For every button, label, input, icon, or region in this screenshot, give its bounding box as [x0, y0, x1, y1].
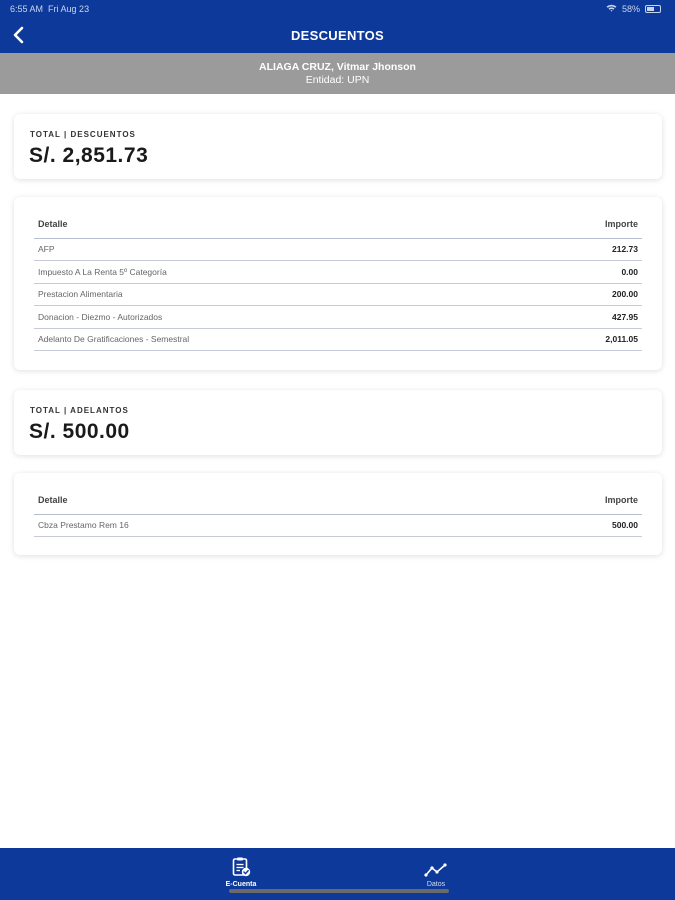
employee-name: ALIAGA CRUZ, Vitmar Jhonson — [259, 60, 416, 73]
chevron-left-icon — [12, 26, 26, 44]
table-row — [34, 328, 642, 351]
home-indicator — [229, 889, 449, 893]
navigation-bar — [0, 18, 675, 53]
row-detail: Adelanto De Gratificaciones - Semestral — [34, 328, 517, 351]
battery-percent: 58% — [621, 4, 640, 14]
row-detail: Cbza Prestamo Rem 16 — [34, 514, 464, 537]
battery-icon — [645, 5, 661, 13]
row-amount: 200.00 — [517, 283, 642, 306]
total-descuentos-label: TOTAL | DESCUENTOS — [30, 130, 136, 139]
row-detail: AFP — [34, 238, 517, 261]
total-adelantos-value: S/. 500.00 — [29, 420, 130, 443]
row-detail: Prestacion Alimentaria — [34, 283, 517, 306]
descuentos-table — [34, 211, 642, 351]
row-amount: 427.95 — [517, 306, 642, 329]
adelantos-detail-card — [14, 473, 662, 555]
status-date: Fri Aug 23 — [48, 4, 90, 14]
clipboard-check-icon — [230, 856, 252, 878]
tab-label: Datos — [426, 881, 446, 888]
employee-header — [0, 53, 675, 94]
row-amount: 212.73 — [517, 238, 642, 261]
tab-datos[interactable] — [386, 848, 486, 888]
adelantos-table — [34, 487, 642, 537]
row-amount: 500.00 — [464, 514, 642, 537]
column-header-amount: Importe — [517, 211, 642, 238]
table-row — [34, 261, 642, 284]
total-adelantos-card — [14, 390, 662, 455]
employee-entity: Entidad: UPN — [305, 73, 370, 86]
total-descuentos-value: S/. 2,851.73 — [29, 144, 149, 167]
tab-label: E-Cuenta — [225, 881, 257, 888]
table-row — [34, 238, 642, 261]
table-row — [34, 283, 642, 306]
row-detail: Impuesto A La Renta 5º Categoría — [34, 261, 517, 284]
row-amount: 0.00 — [517, 261, 642, 284]
table-row — [34, 306, 642, 329]
status-left — [10, 4, 89, 14]
total-adelantos-label: TOTAL | ADELANTOS — [30, 406, 129, 415]
back-button[interactable] — [6, 22, 32, 48]
tab-e-cuenta[interactable] — [191, 848, 291, 888]
table-header-row — [34, 211, 642, 238]
page-title: DESCUENTOS — [290, 28, 385, 43]
table-header-row — [34, 487, 642, 514]
row-amount: 2,011.05 — [517, 328, 642, 351]
column-header-detail: Detalle — [34, 487, 464, 514]
status-right — [606, 4, 661, 14]
column-header-amount: Importe — [464, 487, 642, 514]
wifi-icon — [606, 4, 617, 14]
total-descuentos-card — [14, 114, 662, 179]
status-time: 6:55 AM — [10, 4, 44, 14]
descuentos-detail-card — [14, 197, 662, 370]
trend-line-icon — [424, 862, 448, 878]
table-row — [34, 514, 642, 537]
column-header-detail: Detalle — [34, 211, 517, 238]
status-bar — [0, 0, 675, 18]
row-detail: Donacion - Diezmo - Autorizados — [34, 306, 517, 329]
